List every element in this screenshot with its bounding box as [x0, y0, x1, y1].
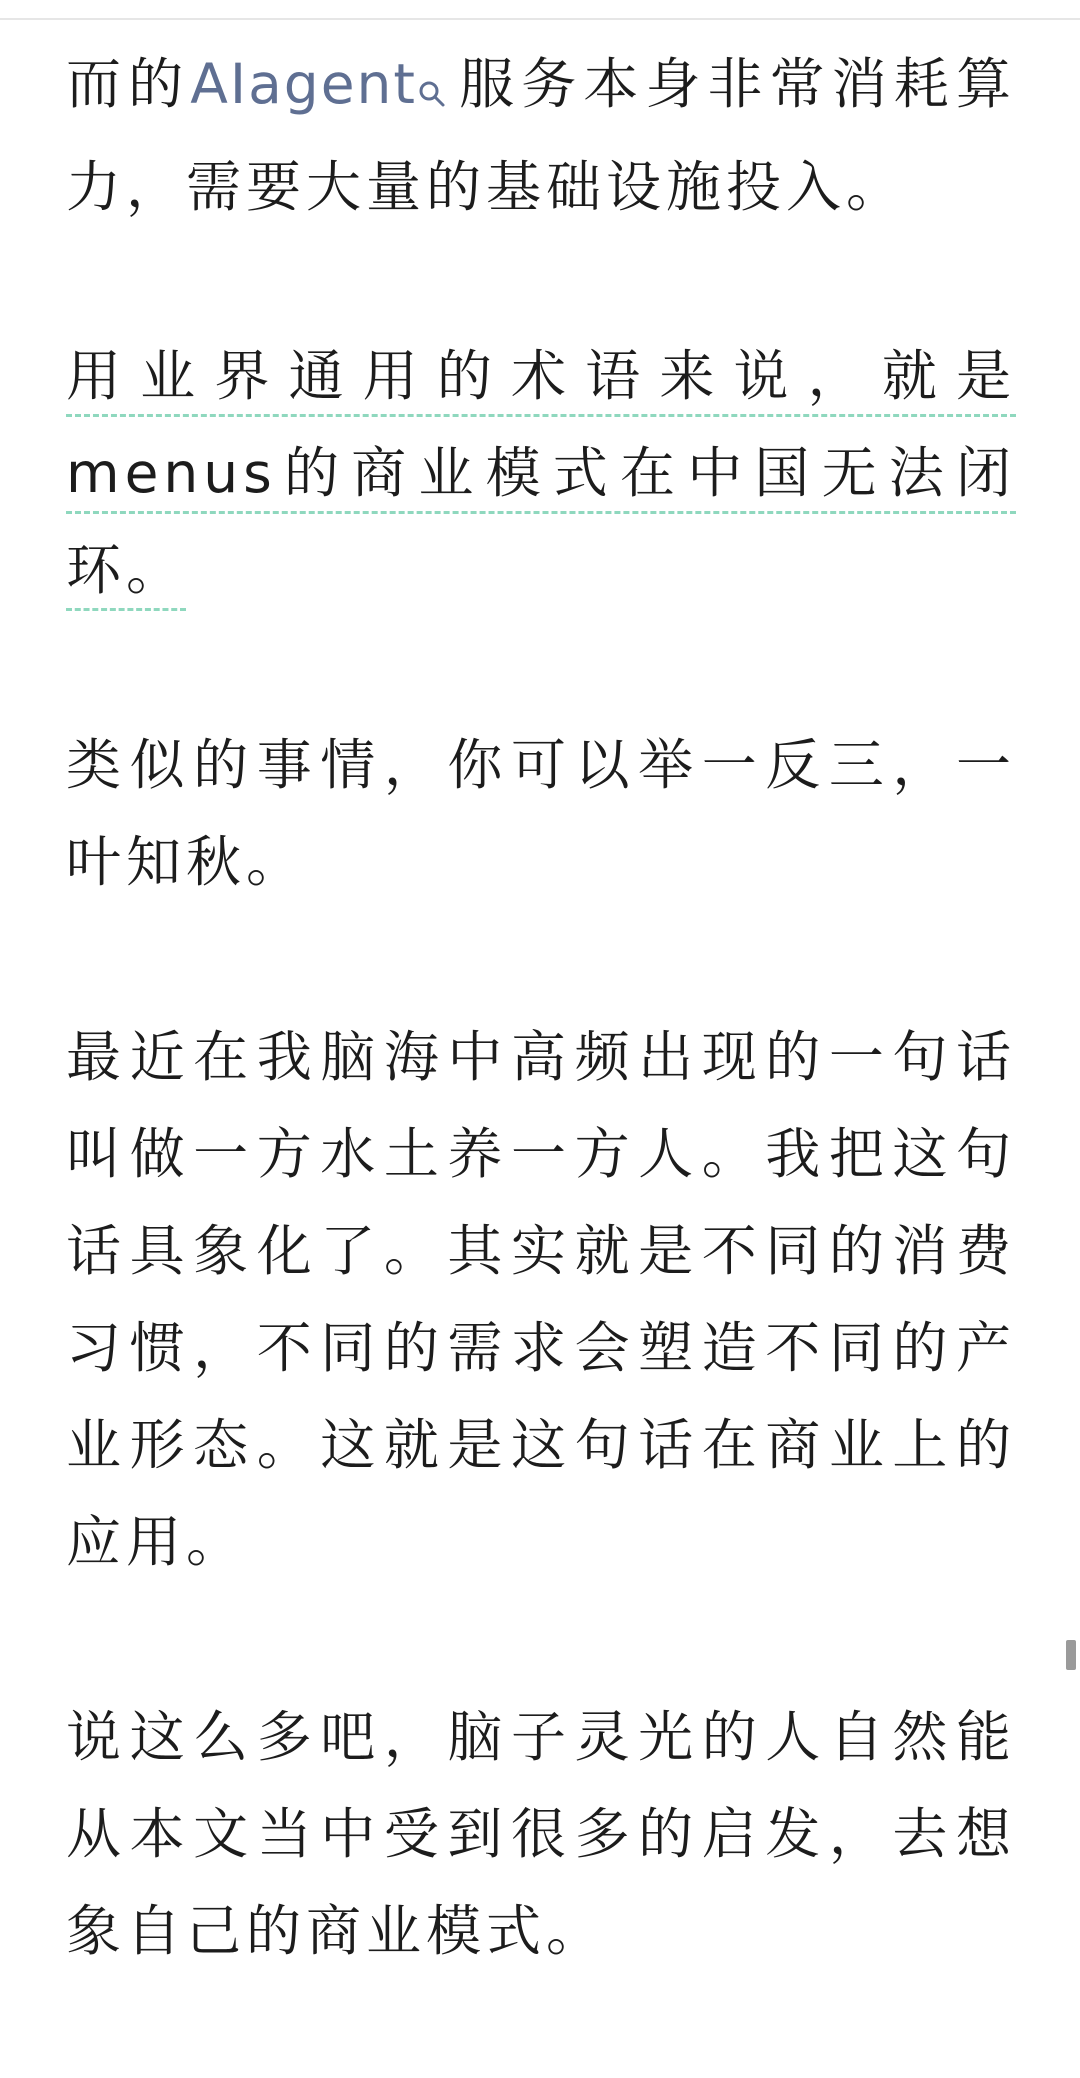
search-icon[interactable]	[417, 42, 447, 139]
article-body	[66, 36, 1016, 2078]
scrollbar-thumb[interactable]	[1066, 1640, 1076, 1670]
paragraph-1-lead: 而的	[66, 52, 191, 116]
paragraph-4: 最近在我脑海中高频出现的一句话叫做一方水土养一方人。我把这句话具象化了。其实就是不同的消费习惯，不同的需求会塑造不同的产业形态。这就是这句话在商业上的应用。	[66, 1025, 1016, 1574]
paragraph-1-tail: 服务本身非常消耗算力，需要大量的基础设施投入。	[66, 52, 1016, 219]
paragraph-2	[66, 328, 1016, 619]
highlighted-quote[interactable]: 用业界通用的术语来说，就是menus的商业模式在中国无法闭环。	[66, 344, 1016, 611]
paragraph-5: 说这么多吧，脑子灵光的人自然能从本文当中受到很多的启发，去想象自己的商业模式。	[66, 1705, 1016, 1963]
paragraph-1	[66, 36, 1016, 236]
top-divider	[0, 0, 1080, 20]
paragraph-3: 类似的事情，你可以举一反三，一叶知秋。	[66, 733, 1016, 894]
ai-agent-keyword-link[interactable]: AIagent	[190, 52, 417, 116]
